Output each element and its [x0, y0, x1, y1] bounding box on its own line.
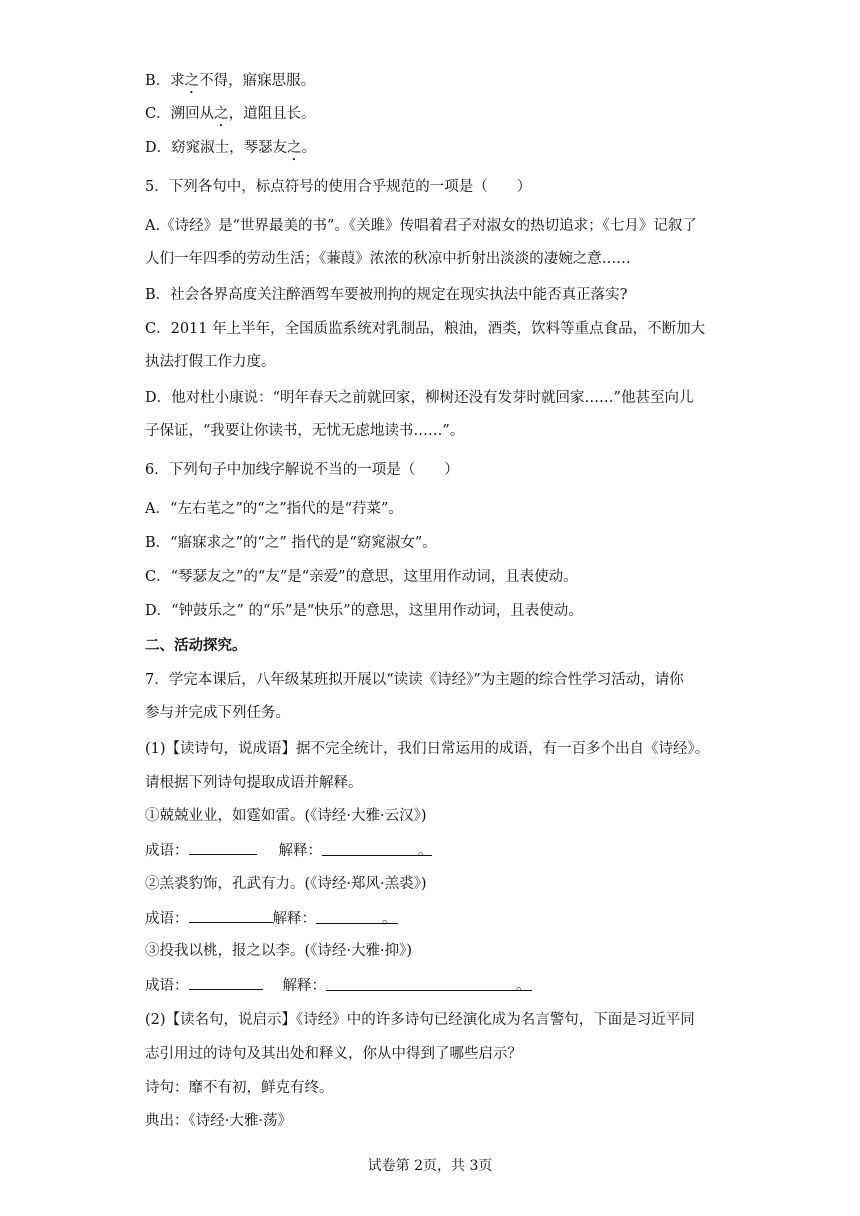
- q6-option-d: D．“钟鼓乐之” 的“乐”是“快乐”的意思，这里用作动词，且表使动。: [145, 603, 583, 619]
- q4-option-d-text-post: 。: [301, 140, 317, 156]
- q5-option-b: B．社会各界高度关注醉酒驾车要被刑拘的规定在现实执法中能否真正落实?: [145, 287, 628, 303]
- idiom-label: 成语：: [145, 978, 189, 994]
- q4-option-c: [145, 104, 316, 130]
- q5-option-a-line2: 人们一年四季的劳动生活；《蒹葭》浓浓的秋凉中折射出淡淡的凄婉之意……: [145, 251, 631, 267]
- q5-option-c-line2: 执法打假工作力度。: [145, 354, 276, 370]
- q5-option-a-line1: A.《诗经》是“世界最美的书”。《关雎》传唱着君子对淑女的热切追求；《七月》记叙了: [145, 218, 697, 234]
- q7-item1: ①兢兢业业，如霆如雷。(《诗经·大雅·云汉》): [145, 808, 427, 824]
- q5-option-c-line1: C．2011 年上半年，全国质监系统对乳制品，粮油，酒类，饮料等重点食品，不断加大: [145, 321, 706, 337]
- idiom-label: 成语：: [145, 911, 189, 927]
- q4-option-b: [145, 71, 315, 97]
- idiom-answer-blank[interactable]: [189, 975, 263, 990]
- period: 。: [382, 911, 397, 927]
- q7-item3: ③投我以桃，报之以李。(《诗经·大雅·抑》): [145, 943, 413, 959]
- period: 。: [516, 978, 531, 994]
- q5-option-d-line2: 子保证，“我要让你读书，无忧无虑地读书……”。: [145, 423, 465, 439]
- explain-label: 解释：: [278, 843, 322, 859]
- q7-item2-answer-row: [145, 908, 398, 929]
- q7-part1-line1: (1)【读诗句，说成语】据不完全统计，我们日常运用的成语，有一百多个出自《诗经》。: [145, 741, 710, 757]
- q4-option-c-dotted-char: 之: [214, 106, 229, 122]
- q5-option-d-line1: D．他对杜小康说：“明年春天之前就回家，柳树还没有发芽时就回家……”他甚至向儿: [145, 390, 694, 406]
- q4-option-b-text-post: 不得，寤寐思服。: [199, 73, 316, 89]
- q7-part2-line1: (2)【读名句，说启示】《诗经》中的许多诗句已经演化成为名言警句，下面是习近平同: [145, 1012, 695, 1028]
- explain-label: 解释：: [282, 978, 326, 994]
- section-title: 二、活动探究。: [145, 637, 247, 654]
- q6-stem: 6．下列句子中加线字解说不当的一项是（ ）: [145, 462, 459, 478]
- q4-option-b-dotted-char: 之: [184, 73, 200, 89]
- q6-option-b: B．“寤寐求之”的“之” 指代的是“窈窕淑女”。: [145, 535, 437, 551]
- q7-part2-line2: 志引用过的诗句及其出处和释义，你从中得到了哪些启示？: [145, 1046, 522, 1062]
- q6-option-a: A．“左右芼之”的“之”指代的是“荇菜”。: [145, 501, 403, 517]
- q7-item1-answer-row: [145, 840, 432, 861]
- q7-stem-line1: 7．学完本课后，八年级某班拟开展以“读读《诗经》”为主题的综合性学习活动，请你: [145, 672, 684, 688]
- explain-answer-blank[interactable]: [316, 909, 398, 927]
- explain-answer-blank[interactable]: [326, 976, 532, 994]
- q5-stem: 5．下列各句中，标点符号的使用合乎规范的一项是（ ）: [145, 179, 532, 195]
- q7-item3-answer-row: [145, 975, 532, 996]
- explain-label: 解释：: [272, 911, 316, 927]
- idiom-label: 成语：: [145, 843, 189, 859]
- q4-option-d: [145, 138, 316, 164]
- idiom-answer-blank[interactable]: [189, 908, 273, 923]
- q6-option-c: C．“琴瑟友之”的“友”是“亲爱”的意思，这里用作动词，且表使动。: [145, 569, 578, 585]
- explain-answer-blank[interactable]: [322, 841, 433, 859]
- page-footer: 试卷第 2页，共 3页: [367, 1158, 493, 1174]
- idiom-answer-blank[interactable]: [189, 840, 257, 855]
- q7-source-line: 典出：《诗经·大雅·荡》: [145, 1113, 292, 1129]
- q4-option-c-text-pre: C．溯回从: [145, 106, 215, 122]
- q4-option-c-text-post: ，道阻且长。: [228, 106, 316, 122]
- q7-stem-line2: 参与并完成下列任务。: [145, 705, 290, 721]
- period: 。: [418, 843, 433, 859]
- q7-part1-line2: 请根据下列诗句提取成语并解释。: [145, 775, 363, 791]
- q4-option-b-text-pre: B．求: [145, 73, 185, 89]
- q7-item2: ②羔裘豹饰，孔武有力。(《诗经·郑风·羔裘》): [145, 876, 427, 892]
- q4-option-d-dotted-char: 之: [287, 140, 302, 156]
- q4-option-d-text-pre: D．窈窕淑士，琴瑟友: [145, 140, 288, 156]
- q7-poem-line: 诗句：靡不有初，鲜克有终。: [145, 1080, 334, 1096]
